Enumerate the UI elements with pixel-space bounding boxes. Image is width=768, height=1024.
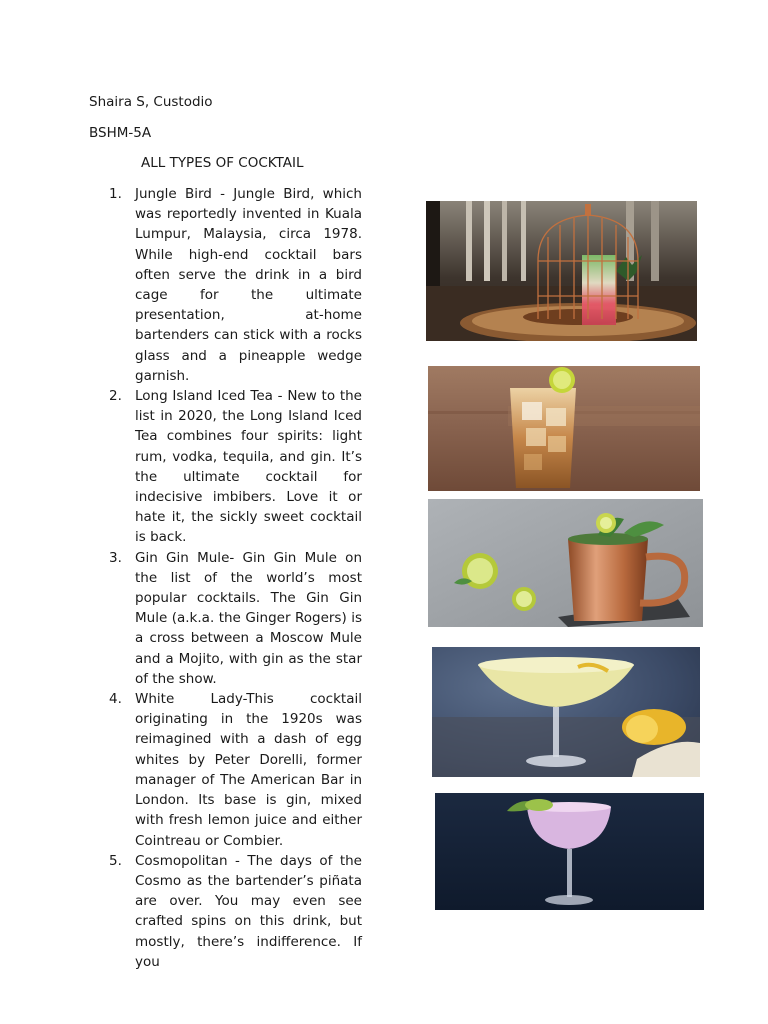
jungle-bird-photo xyxy=(426,201,697,341)
list-item xyxy=(90,386,362,548)
list-item xyxy=(90,184,362,386)
list-number: 1. xyxy=(109,186,122,202)
long-island-iced-tea-photo xyxy=(428,366,700,491)
list-number: 4. xyxy=(109,691,122,708)
white-lady-photo xyxy=(432,647,700,777)
course-section: BSHM-5A xyxy=(89,125,152,141)
list-text: Gin Gin Mule- Gin Gin Mule on the list of the world’s most popular cocktails. The Gin Gin Mule (a.k.a. the Ginger Rogers) is a cross between a Moscow Mule and a Mojito, with gin as the star of the show. xyxy=(135,549,362,687)
document-title: ALL TYPES OF COCKTAIL xyxy=(141,155,304,171)
cosmopolitan-photo xyxy=(435,793,704,910)
cocktail-list xyxy=(90,184,362,972)
list-number: 5. xyxy=(109,852,122,869)
author-name: Shaira S, Custodio xyxy=(89,94,213,110)
list-text: Long Island Iced Tea - New to the list in 2020, the Long Island Iced Tea combines four spirits: light rum, vodka, tequila, and gin. It’s the ultimate cocktail for indecisive imbibers. Love it or hate it, the sickly sweet cocktail is back. xyxy=(135,388,362,546)
list-item xyxy=(90,689,362,851)
list-number: 2. xyxy=(109,388,122,405)
list-item xyxy=(90,548,362,689)
list-text: Cosmopolitan - The days of the Cosmo as the bartender’s piñata are over. You may even see crafted spins on this drink, but mostly, there’s indifference. If you xyxy=(135,852,362,970)
gin-gin-mule-photo xyxy=(428,499,703,627)
list-item xyxy=(90,851,362,972)
list-text: Jungle Bird - Jungle Bird, which was reportedly invented in Kuala Lumpur, Malaysia, circa 1978. While high-end cocktail bars often serve the drink in a bird cage for the ultimate presentation, at-home bartenders can stick with a rocks glass and a pineapple wedge garnish. xyxy=(135,186,362,384)
list-number: 3. xyxy=(109,549,122,566)
list-text: White Lady-This cocktail originating in the 1920s was reimagined with a dash of egg whites by Peter Dorelli, former manager of The American Bar in London. Its base is gin, mixed with fresh lemon juice and either Cointreau or Combier. xyxy=(135,691,362,849)
